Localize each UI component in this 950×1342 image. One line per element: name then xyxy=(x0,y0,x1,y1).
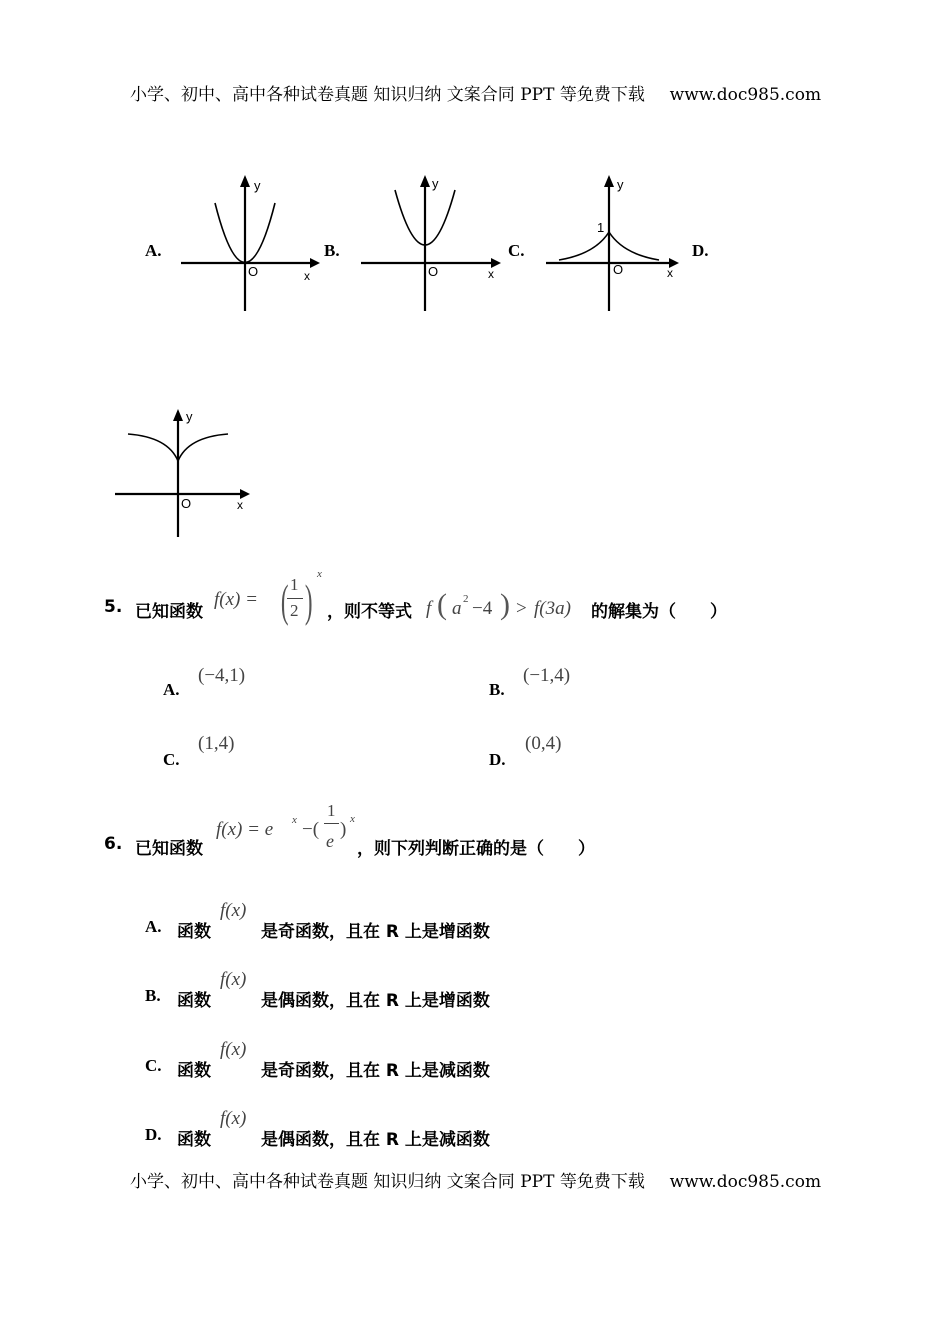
graph-a xyxy=(175,170,325,315)
q5-ineq-rparen: ) xyxy=(500,588,510,621)
graph-a-origin: O xyxy=(248,264,259,279)
q6-frac-den: e xyxy=(326,831,334,851)
graph-b-x-label: x xyxy=(488,267,494,281)
q6-option-a-func: f(x) xyxy=(220,900,247,921)
q5-prefix: 已知函数 xyxy=(135,602,203,622)
page-header xyxy=(130,80,821,105)
q6-option-d-text: 是偶函数，且在 R 上是减函数 xyxy=(261,1130,490,1150)
q5-frac-den: 2 xyxy=(290,601,299,620)
q5-inequality xyxy=(426,588,592,628)
q6-option-d-label: D. xyxy=(145,1125,162,1144)
q5-exp: x xyxy=(317,568,322,580)
graph-d xyxy=(110,405,260,545)
header-url: www.doc985.com xyxy=(669,85,822,105)
q6-option-d-func: f(x) xyxy=(220,1108,247,1129)
q5-middle: ，则不等式 xyxy=(327,602,412,622)
q5-option-a-value: (−4,1) xyxy=(198,665,246,686)
graph-c xyxy=(543,170,693,315)
q6-number: 6. xyxy=(104,834,123,854)
q6-frac-num: 1 xyxy=(327,801,336,820)
q5-ineq-sq: 2 xyxy=(463,593,469,605)
q5-ineq-a: a xyxy=(452,598,462,619)
q5-left-paren: ( xyxy=(280,575,289,626)
q5-func-lhs: f(x) = xyxy=(214,589,258,610)
q6-option-d xyxy=(145,1108,565,1153)
q6-function-def xyxy=(216,800,376,860)
q6-exp1: x xyxy=(292,814,297,826)
q6-option-a-label: A. xyxy=(145,917,162,936)
q5-ineq-gt: > xyxy=(516,598,527,619)
q6-option-b-text: 是偶函数，且在 R 上是增函数 xyxy=(261,991,490,1011)
q5-ineq-lparen: ( xyxy=(437,588,447,621)
graph-c-x-label: x xyxy=(667,266,673,280)
q6-option-a xyxy=(145,900,565,945)
footer-url: www.doc985.com xyxy=(669,1172,822,1192)
q5-number: 5. xyxy=(104,597,123,617)
q6-option-b-func: f(x) xyxy=(220,969,247,990)
graph-a-x-label: x xyxy=(304,269,310,283)
graph-c-one-label: 1 xyxy=(597,220,605,235)
q6-frac-bar xyxy=(324,823,339,824)
q5-suffix: 的解集为（ ） xyxy=(591,602,727,622)
graph-c-y-label: y xyxy=(617,177,624,192)
q6-option-d-word: 函数 xyxy=(177,1130,211,1150)
graph-b-y-label: y xyxy=(432,176,439,191)
graph-label-b: B. xyxy=(324,241,340,260)
q6-option-b xyxy=(145,969,565,1014)
q6-option-a-text: 是奇函数，且在 R 上是增函数 xyxy=(261,922,490,942)
q6-option-c-label: C. xyxy=(145,1056,162,1075)
q6-suffix: ，则下列判断正确的是（ ） xyxy=(357,839,595,859)
q6-prefix: 已知函数 xyxy=(135,839,203,859)
graph-label-c: C. xyxy=(508,241,525,260)
q5-option-c-value: (1,4) xyxy=(198,733,235,754)
q5-option-a-label: A. xyxy=(163,680,180,699)
q5-right-paren: ) xyxy=(304,575,313,626)
q5-option-d-label: D. xyxy=(489,750,506,769)
q6-func-lhs: f(x) = e xyxy=(216,819,274,840)
q5-function-def xyxy=(214,568,330,630)
footer-text: 小学、初中、高中各种试卷真题 知识归纳 文案合同 PPT 等免费下载 xyxy=(130,1172,645,1192)
graph-label-a: A. xyxy=(145,241,162,260)
q5-option-d-value: (0,4) xyxy=(525,733,562,754)
q5-option-b-value: (−1,4) xyxy=(523,665,571,686)
q6-option-c xyxy=(145,1039,565,1084)
q6-option-c-text: 是奇函数，且在 R 上是减函数 xyxy=(261,1061,490,1081)
q5-ineq-f: f xyxy=(426,598,432,619)
graph-c-origin: O xyxy=(613,262,624,277)
q5-frac-bar xyxy=(287,598,303,599)
q6-option-c-func: f(x) xyxy=(220,1039,247,1060)
graph-d-x-label: x xyxy=(237,498,243,512)
graph-d-y-label: y xyxy=(186,409,193,424)
q5-ineq-rhs: f(3a) xyxy=(534,598,571,619)
graph-label-d: D. xyxy=(692,241,709,260)
q5-frac-num: 1 xyxy=(290,575,299,594)
q5-ineq-minus4: −4 xyxy=(472,598,493,619)
q6-minus: −( xyxy=(302,819,320,840)
graph-b xyxy=(358,170,508,315)
q6-option-c-word: 函数 xyxy=(177,1061,211,1081)
q6-close: ) xyxy=(340,819,347,840)
graph-a-y-label: y xyxy=(254,178,261,193)
graph-b-origin: O xyxy=(428,264,439,279)
q6-exp2: x xyxy=(350,813,355,825)
q6-option-a-word: 函数 xyxy=(177,922,211,942)
q5-option-c-label: C. xyxy=(163,750,180,769)
header-text: 小学、初中、高中各种试卷真题 知识归纳 文案合同 PPT 等免费下载 xyxy=(130,85,645,105)
page-footer xyxy=(130,1167,821,1192)
q6-option-b-word: 函数 xyxy=(177,991,211,1011)
q6-option-b-label: B. xyxy=(145,986,161,1005)
q5-option-b-label: B. xyxy=(489,680,505,699)
graph-d-origin: O xyxy=(181,496,192,511)
